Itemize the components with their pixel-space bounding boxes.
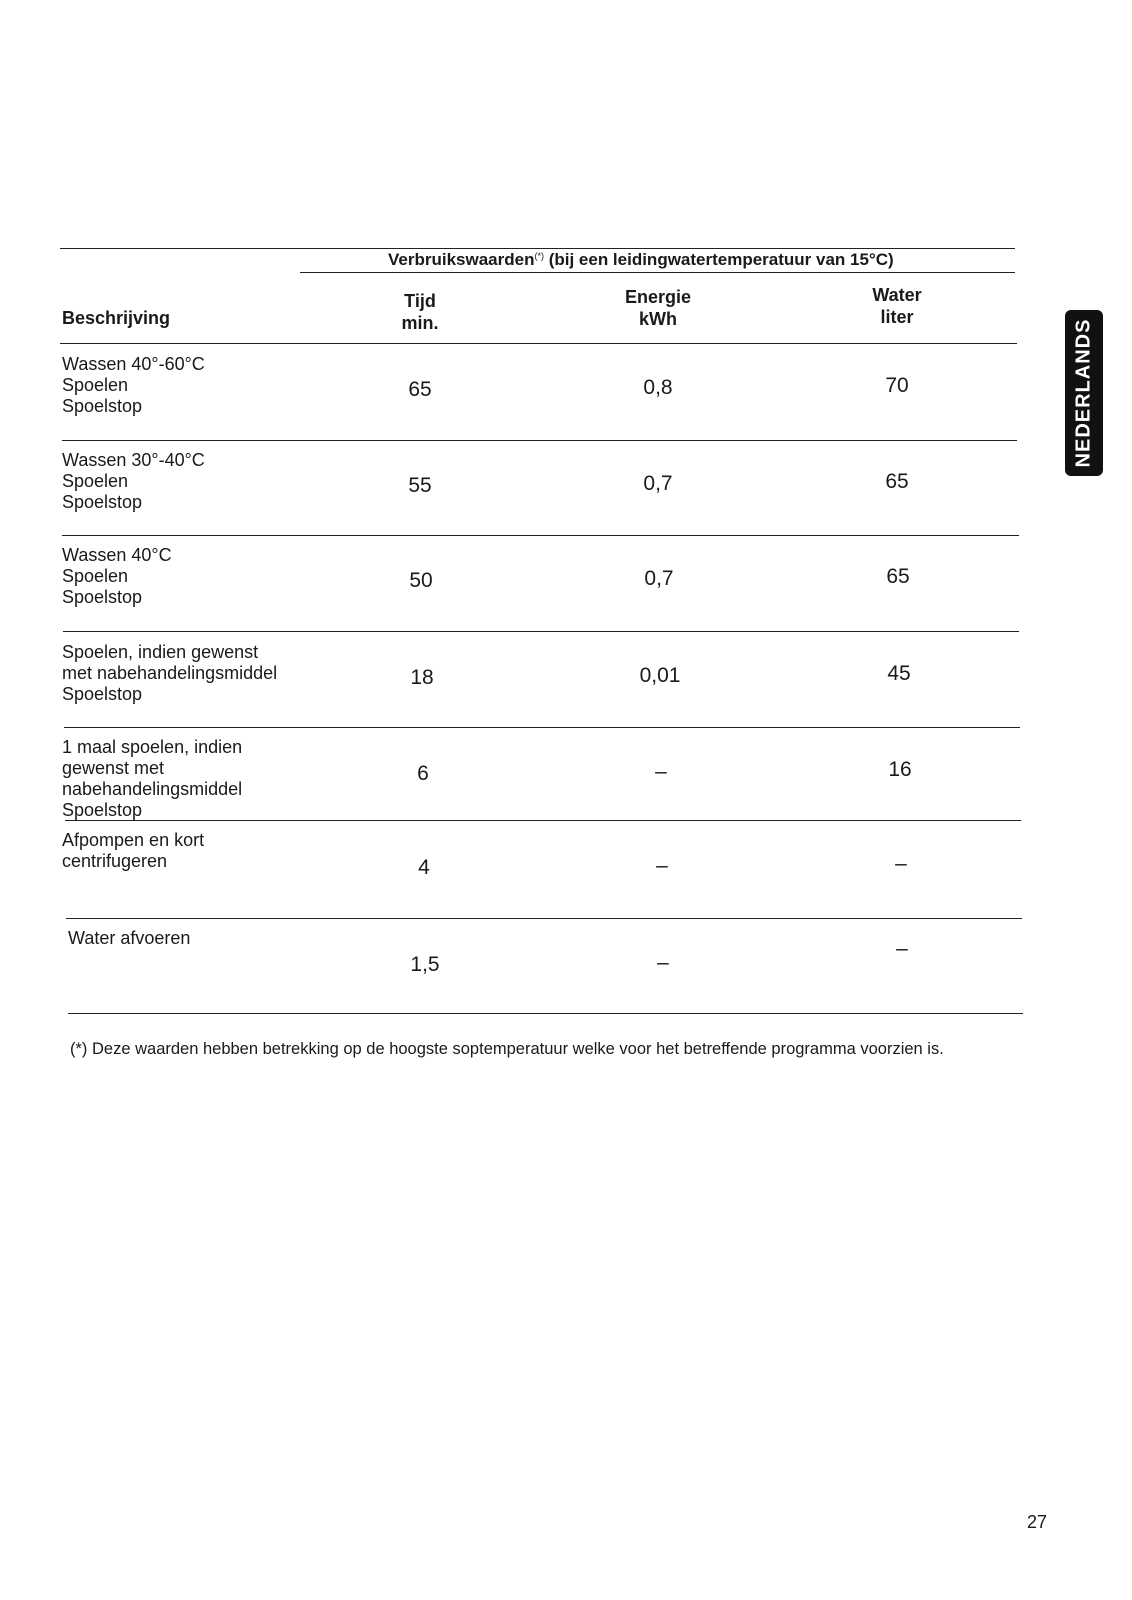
group-header: Verbruikswaarden(*) (bij een leidingwatertemperatuur van 15°C) (388, 250, 894, 269)
row-3-water: 65 (886, 565, 910, 588)
language-tab-label: NEDERLANDS (1072, 318, 1095, 468)
row-divider (62, 535, 1019, 536)
row-2-water: 65 (885, 470, 909, 493)
footnote: (*) Deze waarden hebben betrekking op de hoogste soptemperatuur welke voor het betreffende programma voorzien is. (70, 1040, 944, 1058)
row-1-time: 65 (408, 378, 432, 401)
table-bottom-rule (68, 1013, 1023, 1014)
column-header-description: Beschrijving (62, 308, 171, 328)
row-7-water: – (896, 937, 908, 960)
row-7-description: Water afvoeren (68, 928, 191, 948)
group-header-rule (300, 272, 1015, 273)
row-6-time: 4 (418, 856, 430, 879)
row-5-water: 16 (888, 758, 912, 781)
page-number: 27 (1027, 1512, 1048, 1532)
row-5-time: 6 (417, 762, 429, 785)
row-6-water: – (895, 852, 907, 875)
column-header-energy: Energie kWh (624, 287, 692, 329)
row-7-energy: – (657, 951, 669, 974)
row-divider (64, 727, 1020, 728)
row-4-description: Spoelen, indien gewenst met nabehandelingsmiddel Spoelstop (62, 642, 278, 704)
row-1-energy: 0,8 (643, 376, 673, 399)
row-divider (62, 440, 1017, 441)
row-2-energy: 0,7 (643, 472, 673, 495)
row-4-energy: 0,01 (639, 664, 681, 687)
row-6-energy: – (656, 854, 668, 877)
table-top-rule (60, 248, 1015, 249)
row-5-description: 1 maal spoelen, indien gewenst met nabehandelingsmiddel Spoelstop (62, 737, 243, 820)
row-6-description: Afpompen en kort centrifugeren (62, 830, 205, 871)
header-bottom-rule (60, 343, 1017, 344)
column-header-time: Tijd min. (401, 291, 439, 333)
row-1-water: 70 (885, 374, 909, 397)
row-divider (65, 820, 1021, 821)
row-2-description: Wassen 30°-40°C Spoelen Spoelstop (62, 450, 205, 512)
row-3-time: 50 (409, 569, 433, 592)
row-4-water: 45 (887, 662, 911, 685)
row-1-description: Wassen 40°-60°C Spoelen Spoelstop (62, 354, 205, 416)
row-3-energy: 0,7 (644, 567, 674, 590)
row-2-time: 55 (408, 474, 432, 497)
row-divider (66, 918, 1022, 919)
language-tab (1065, 310, 1103, 476)
row-7-time: 1,5 (410, 953, 440, 976)
row-divider (63, 631, 1019, 632)
row-3-description: Wassen 40°C Spoelen Spoelstop (62, 545, 172, 607)
row-5-energy: – (655, 760, 667, 783)
row-4-time: 18 (410, 666, 434, 689)
column-header-water: Water liter (872, 285, 922, 327)
